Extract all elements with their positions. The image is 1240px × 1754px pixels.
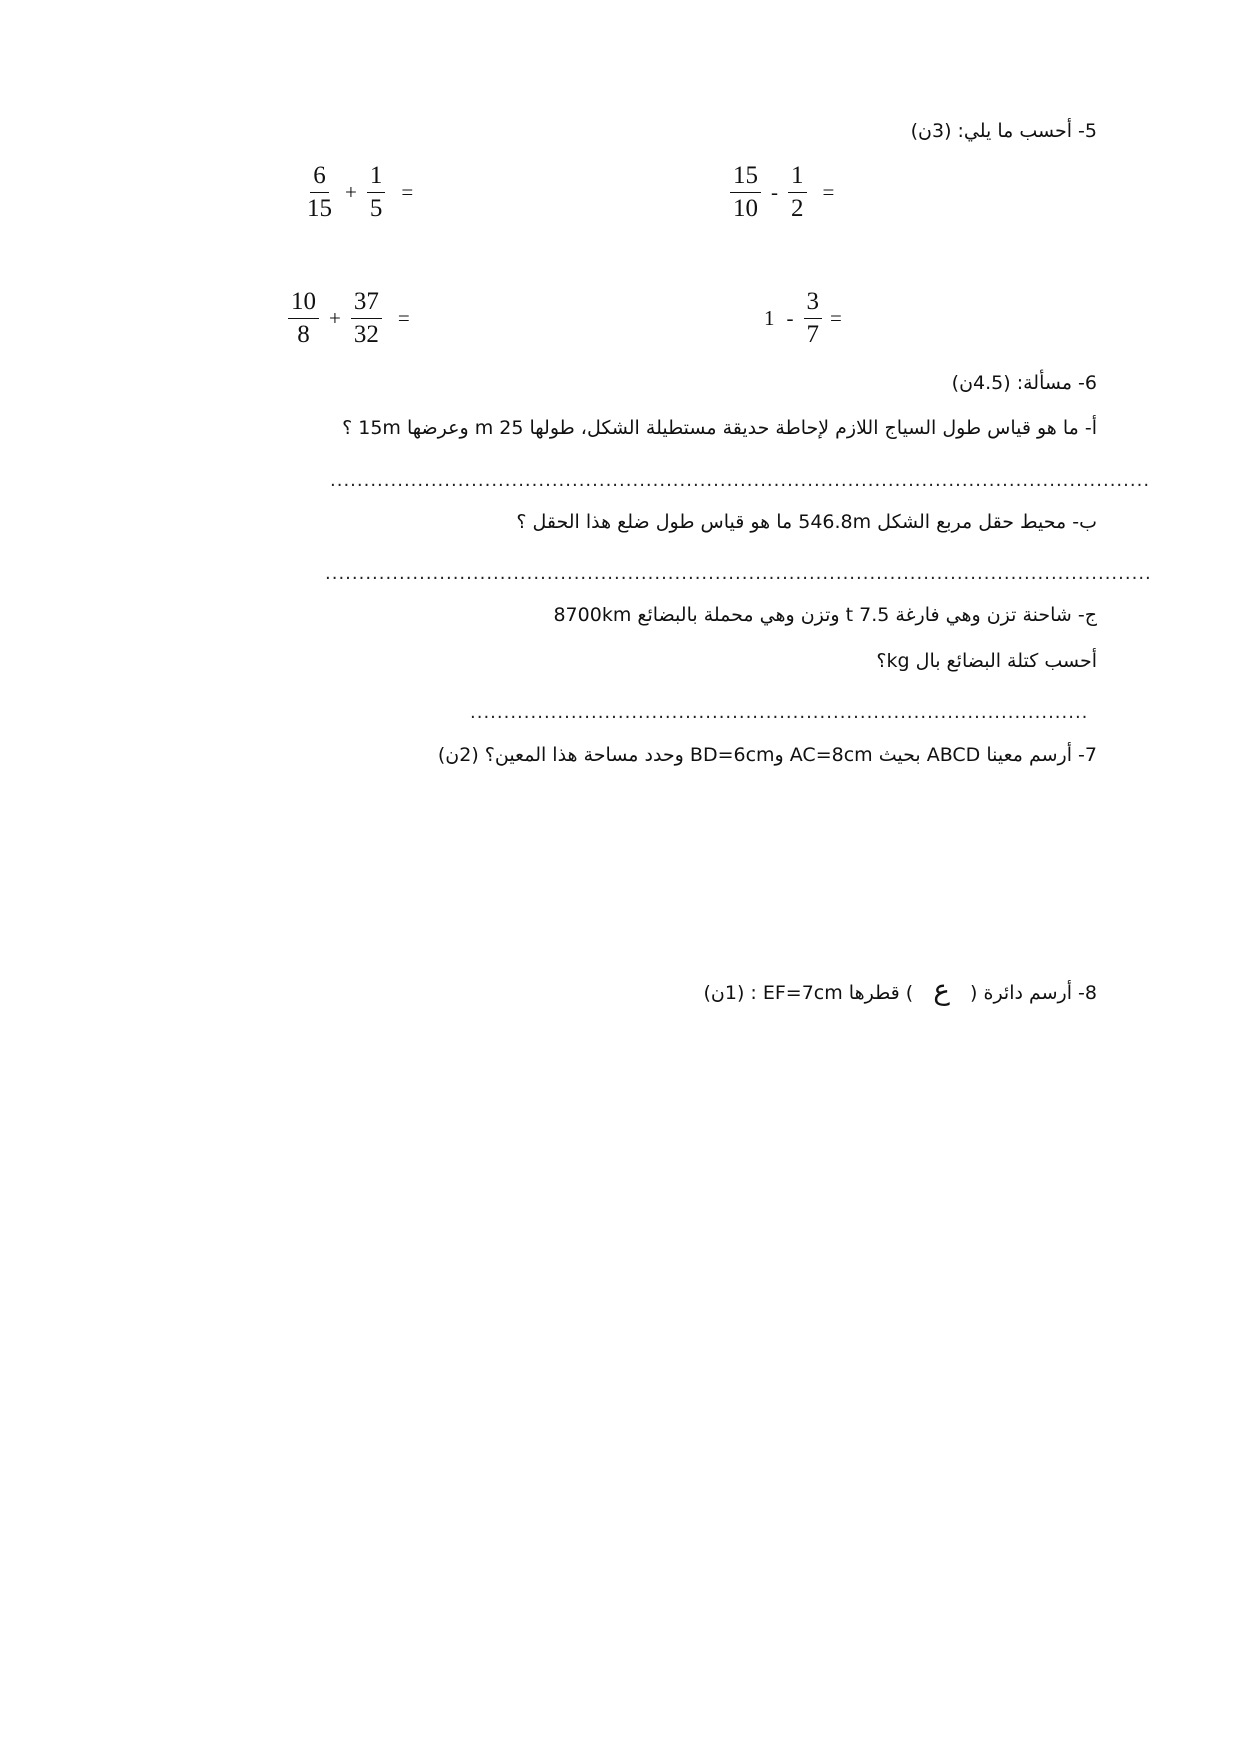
fraction	[288, 288, 319, 349]
operator: -	[771, 180, 778, 204]
answer-dotted-line: ..........................................................................................................................	[330, 470, 1151, 491]
equals-sign: =	[830, 306, 842, 330]
answer-dotted-line: ............................................................................................	[470, 702, 1089, 723]
numerator: 6	[310, 162, 329, 193]
fraction-expression-d	[764, 288, 842, 349]
q5-title: 5- أحسب ما يلي: (3ن)	[910, 120, 1097, 142]
fraction-expression-c	[284, 288, 410, 349]
q6-part-a: أ- ما هو قياس طول السياج اللازم لإحاطة حديقة مستطيلة الشكل، طولها 25 m وعرضها 15m ؟	[342, 417, 1097, 439]
q6-part-c-question: أحسب كتلة البضائع بال kg؟	[876, 650, 1097, 672]
numerator: 10	[288, 288, 319, 319]
numerator: 15	[730, 162, 761, 193]
q6-part-b: ب- محيط حقل مربع الشكل 546.8m ما هو قياس طول ضلع هذا الحقل ؟	[516, 511, 1097, 533]
operator: -	[786, 306, 794, 330]
operator: +	[345, 180, 357, 204]
fraction-expression-b	[726, 162, 834, 223]
q7-text: 7- أرسم معينا ABCD بحيث AC=8cm وBD=6cm وحدد مساحة هذا المعين؟ (2ن)	[437, 744, 1097, 766]
equals-sign: =	[401, 180, 414, 204]
q8-text	[703, 973, 1097, 1007]
denominator: 10	[733, 195, 758, 222]
fraction	[304, 162, 335, 223]
whole-number: 1	[764, 306, 775, 330]
fraction	[367, 162, 386, 223]
fraction-expression-a	[300, 162, 413, 223]
denominator: 15	[307, 195, 332, 222]
q6-title: 6- مسألة: (4.5ن)	[951, 372, 1097, 394]
q8-text-part2: ) قطرها EF=7cm : (1ن)	[703, 982, 914, 1004]
denominator: 5	[369, 195, 383, 222]
numerator: 1	[788, 162, 807, 193]
numerator: 37	[351, 288, 382, 319]
fraction	[351, 288, 382, 349]
fraction	[804, 288, 823, 349]
denominator: 2	[791, 195, 804, 222]
q6-part-c: ج- شاحنة تزن وهي فارغة 7.5 t وتزن وهي محملة بالبضائع 8700km	[553, 604, 1097, 626]
answer-dotted-line: ...........................................................................................................................	[325, 563, 1152, 584]
operator: +	[329, 306, 341, 330]
numerator: 3	[804, 288, 823, 319]
equals-sign: =	[822, 180, 835, 204]
circle-name-glyph: ع	[933, 973, 950, 1006]
denominator: 32	[353, 321, 379, 348]
numerator: 1	[367, 162, 386, 193]
q8-text-part1: 8- أرسم دائرة (	[970, 982, 1097, 1004]
denominator: 7	[806, 321, 819, 348]
fraction	[788, 162, 807, 223]
equals-sign: =	[397, 306, 410, 330]
denominator: 8	[297, 321, 310, 348]
fraction	[730, 162, 761, 223]
